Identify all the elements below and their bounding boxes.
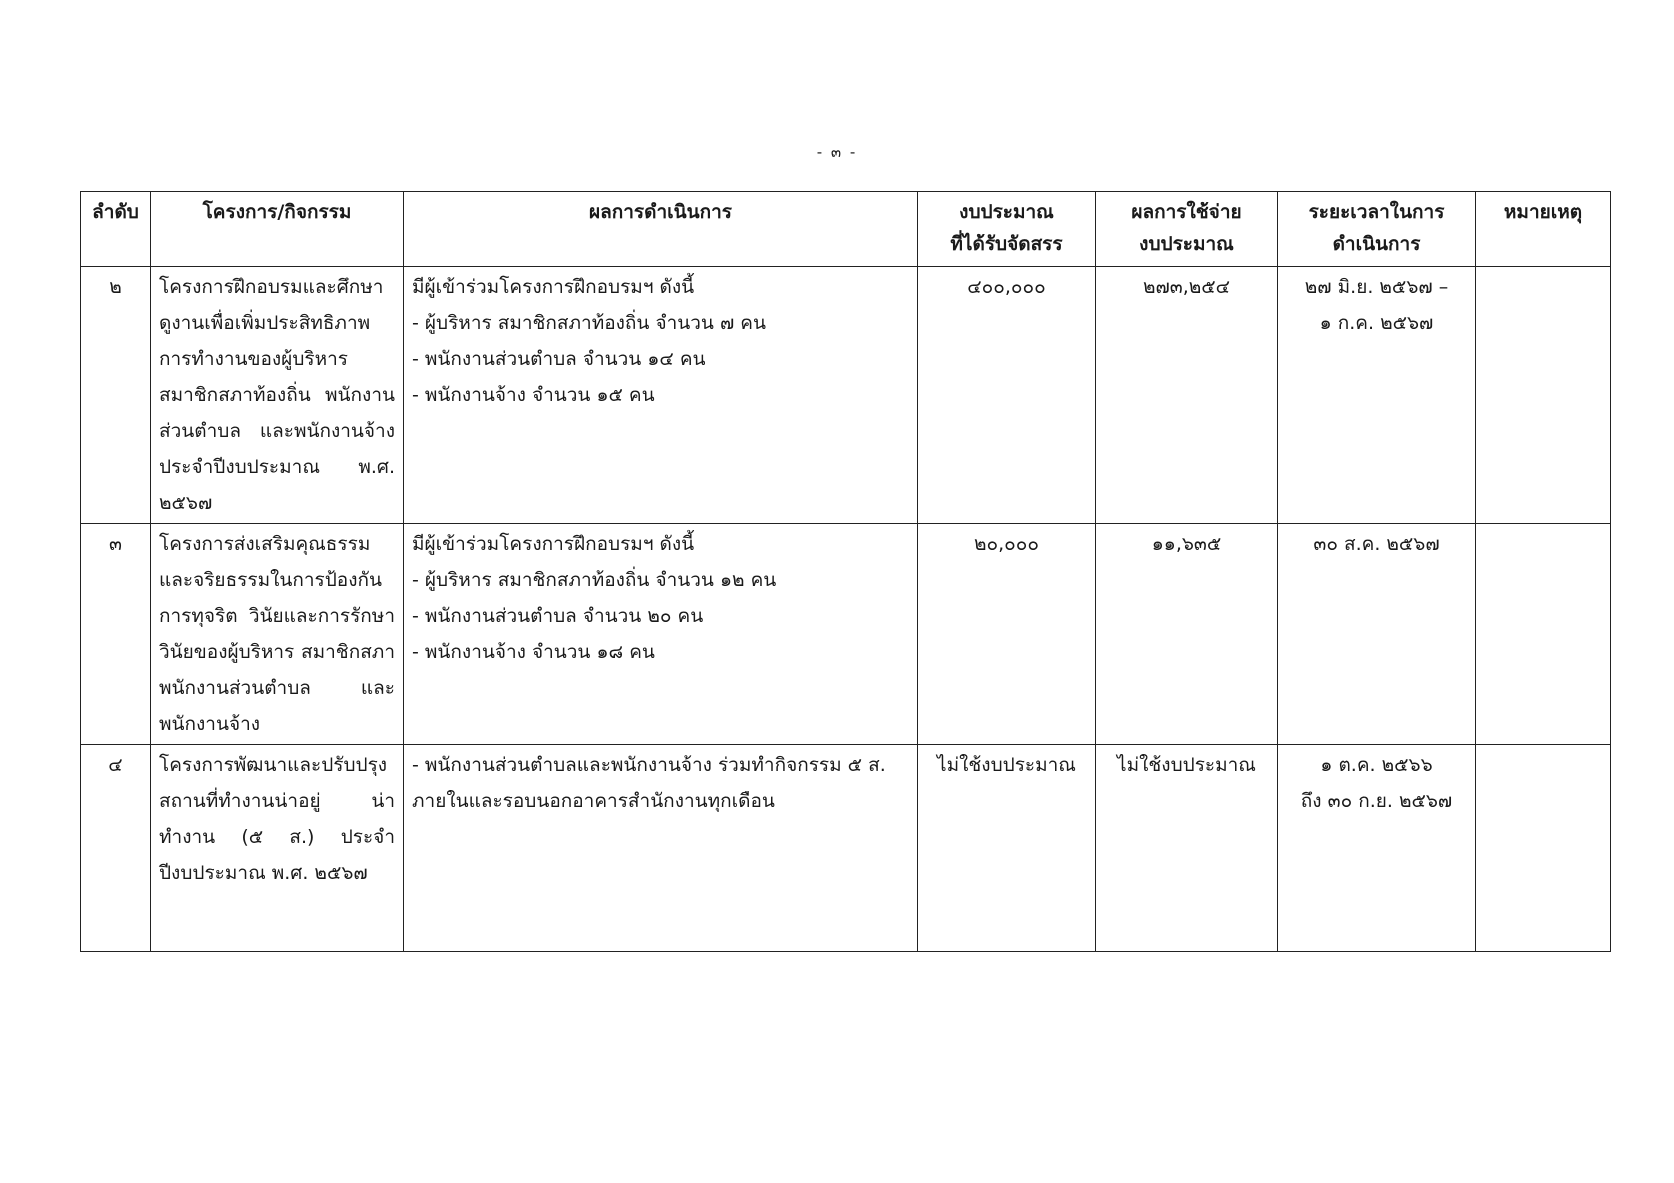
spent-value: ๒๗๓,๒๕๔ — [1096, 267, 1278, 524]
note-cell — [1476, 267, 1611, 524]
project-name: โครงการฝึกอบรมและศึกษาดูงานเพื่อเพิ่มประสิทธิภาพการทำงานของผู้บริหารสมาชิกสภาท้องถิ่น พนักงานส่วนตำบล และพนักงานจ้าง ประจำปีงบประมาณ พ.ศ. ๒๕๖๗ — [151, 267, 404, 524]
budget-value: ไม่ใช้งบประมาณ — [918, 745, 1096, 952]
period-cell — [1278, 267, 1476, 524]
budget-value: ๒๐,๐๐๐ — [918, 524, 1096, 745]
result-line: - พนักงานส่วนตำบล จำนวน ๒๐ คน — [412, 605, 704, 627]
period-line: ถึง ๓๐ ก.ย. ๒๕๖๗ — [1300, 790, 1453, 812]
result-line: ภายในและรอบนอกอาคารสำนักงานทุกเดือน — [412, 790, 775, 812]
period-line: ๑ ต.ค. ๒๕๖๖ — [1320, 754, 1433, 776]
page-number: - ๓ - — [816, 143, 858, 161]
period-line: ๓๐ ส.ค. ๒๕๖๗ — [1313, 533, 1440, 555]
period-line: ๑ ก.ค. ๒๕๖๗ — [1319, 312, 1434, 334]
result-cell — [404, 745, 918, 952]
result-line: - ผู้บริหาร สมาชิกสภาท้องถิ่น จำนวน ๑๒ คน — [412, 569, 777, 591]
note-cell — [1476, 745, 1611, 952]
header-note: หมายเหตุ — [1476, 192, 1611, 267]
table-header-row — [81, 192, 1611, 267]
table-row — [81, 267, 1611, 524]
table-row — [81, 745, 1611, 952]
table-row — [81, 524, 1611, 745]
project-name: โครงการพัฒนาและปรับปรุงสถานที่ทำงานน่าอยู่ น่าทำงาน (๕ ส.) ประจำปีงบประมาณ พ.ศ. ๒๕๖๗ — [151, 745, 404, 952]
budget-value: ๔๐๐,๐๐๐ — [918, 267, 1096, 524]
header-project: โครงการ/กิจกรรม — [151, 192, 404, 267]
result-line: - ผู้บริหาร สมาชิกสภาท้องถิ่น จำนวน ๗ คน — [412, 312, 766, 334]
period-cell — [1278, 745, 1476, 952]
spent-value: ๑๑,๖๓๕ — [1096, 524, 1278, 745]
result-line: มีผู้เข้าร่วมโครงการฝึกอบรมฯ ดังนี้ — [412, 533, 695, 555]
result-line: - พนักงานส่วนตำบล จำนวน ๑๔ คน — [412, 348, 706, 370]
result-line: - พนักงานจ้าง จำนวน ๑๕ คน — [412, 384, 655, 406]
result-line: - พนักงานจ้าง จำนวน ๑๘ คน — [412, 641, 655, 663]
period-cell — [1278, 524, 1476, 745]
header-period-line2: ดำเนินการ — [1332, 233, 1421, 255]
header-no: ลำดับ — [81, 192, 151, 267]
result-cell — [404, 267, 918, 524]
header-budget-line1: งบประมาณ — [959, 201, 1054, 223]
result-line: - พนักงานส่วนตำบลและพนักงานจ้าง ร่วมทำกิจกรรม ๕ ส. — [412, 754, 886, 776]
header-spent-line2: งบประมาณ — [1139, 233, 1234, 255]
row-number: ๒ — [81, 267, 151, 524]
header-result: ผลการดำเนินการ — [404, 192, 918, 267]
header-period — [1278, 192, 1476, 267]
project-name: โครงการส่งเสริมคุณธรรมและจริยธรรมในการป้องกันการทุจริต วินัยและการรักษาวินัยของผู้บริหาร สมาชิกสภา พนักงานส่วนตำบล และพนักงานจ้าง — [151, 524, 404, 745]
note-cell — [1476, 524, 1611, 745]
header-budget — [918, 192, 1096, 267]
spent-value: ไม่ใช้งบประมาณ — [1096, 745, 1278, 952]
project-report-table — [80, 191, 1611, 952]
row-number: ๔ — [81, 745, 151, 952]
period-line: ๒๗ มิ.ย. ๒๕๖๗ – — [1304, 276, 1449, 298]
header-budget-line2: ที่ได้รับจัดสรร — [950, 233, 1063, 255]
header-spent-line1: ผลการใช้จ่าย — [1131, 201, 1242, 223]
header-period-line1: ระยะเวลาในการ — [1308, 201, 1445, 223]
result-cell — [404, 524, 918, 745]
row-number: ๓ — [81, 524, 151, 745]
result-line: มีผู้เข้าร่วมโครงการฝึกอบรมฯ ดังนี้ — [412, 276, 695, 298]
header-spent — [1096, 192, 1278, 267]
